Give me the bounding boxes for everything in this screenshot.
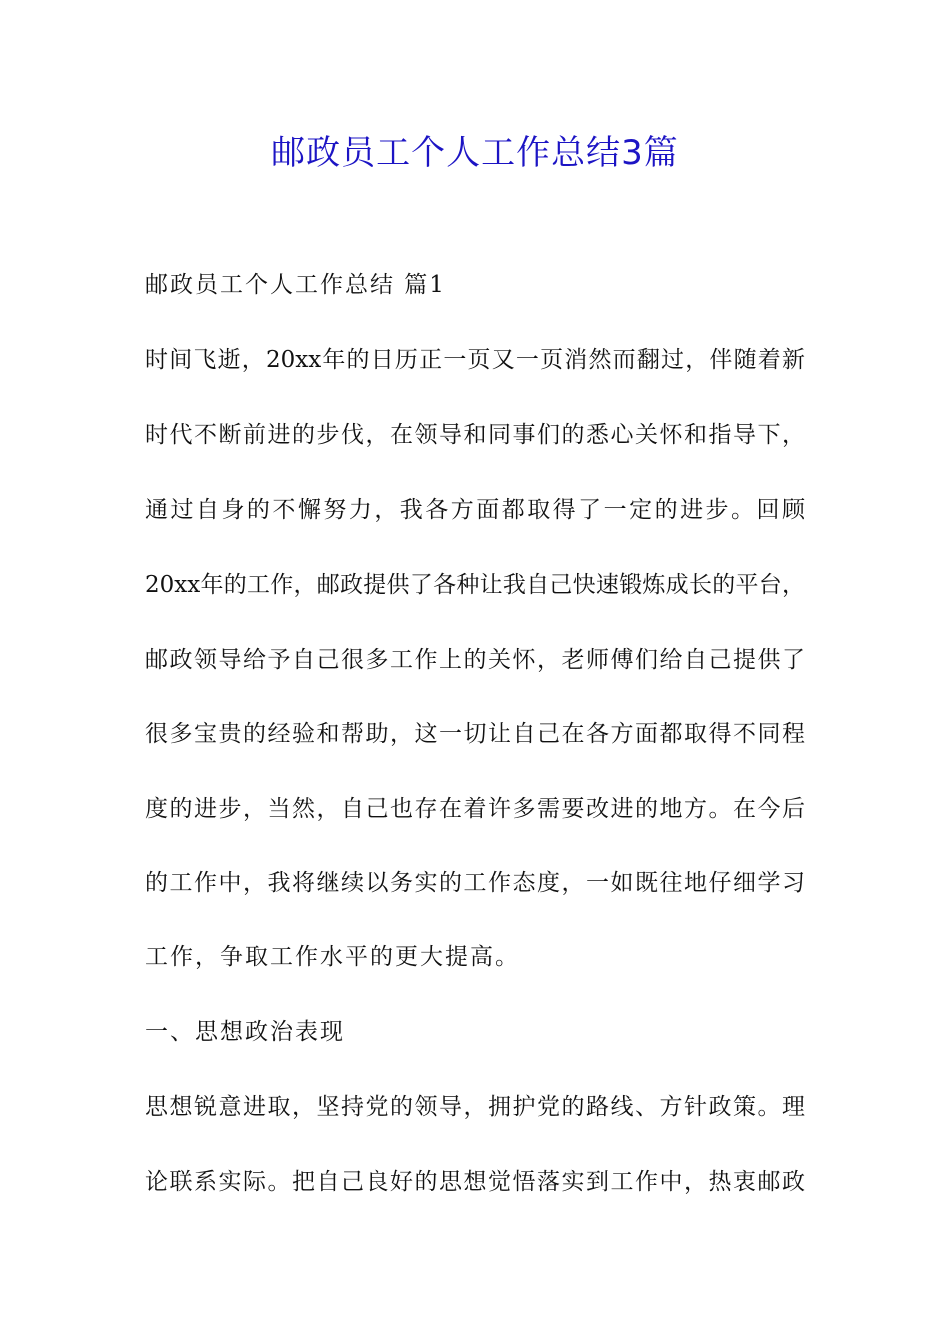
subsection-heading: 一、思想政治表现 — [145, 1019, 345, 1045]
paragraph-line: 时代不断前进的步伐，在领导和同事们的悉心关怀和指导下， — [145, 422, 805, 448]
paragraph-line: 论联系实际。把自己良好的思想觉悟落实到工作中，热衷邮政 — [145, 1169, 805, 1195]
document-title: 邮政员工个人工作总结3篇 — [271, 133, 679, 173]
paragraph-line: 通过自身的不懈努力，我各方面都取得了一定的进步。回顾 — [145, 497, 805, 523]
paragraph-line: 的工作中，我将继续以务实的工作态度，一如既往地仔细学习 — [145, 870, 805, 896]
paragraph-line: 思想锐意进取，坚持党的领导，拥护党的路线、方针政策。理 — [145, 1094, 805, 1120]
section-heading: 邮政员工个人工作总结 篇1 — [145, 272, 446, 298]
paragraph-line: 工作，争取工作水平的更大提高。 — [145, 944, 520, 970]
paragraph-line: 时间飞逝，20xx年的日历正一页又一页消然而翻过，伴随着新 — [145, 347, 805, 373]
paragraph-line: 20xx年的工作，邮政提供了各种让我自己快速锻炼成长的平台， — [145, 572, 805, 598]
paragraph-line: 度的进步，当然，自己也存在着许多需要改进的地方。在今后 — [145, 796, 805, 822]
paragraph-line: 很多宝贵的经验和帮助，这一切让自己在各方面都取得不同程 — [145, 721, 805, 747]
paragraph-line: 邮政领导给予自己很多工作上的关怀，老师傅们给自己提供了 — [145, 647, 805, 673]
